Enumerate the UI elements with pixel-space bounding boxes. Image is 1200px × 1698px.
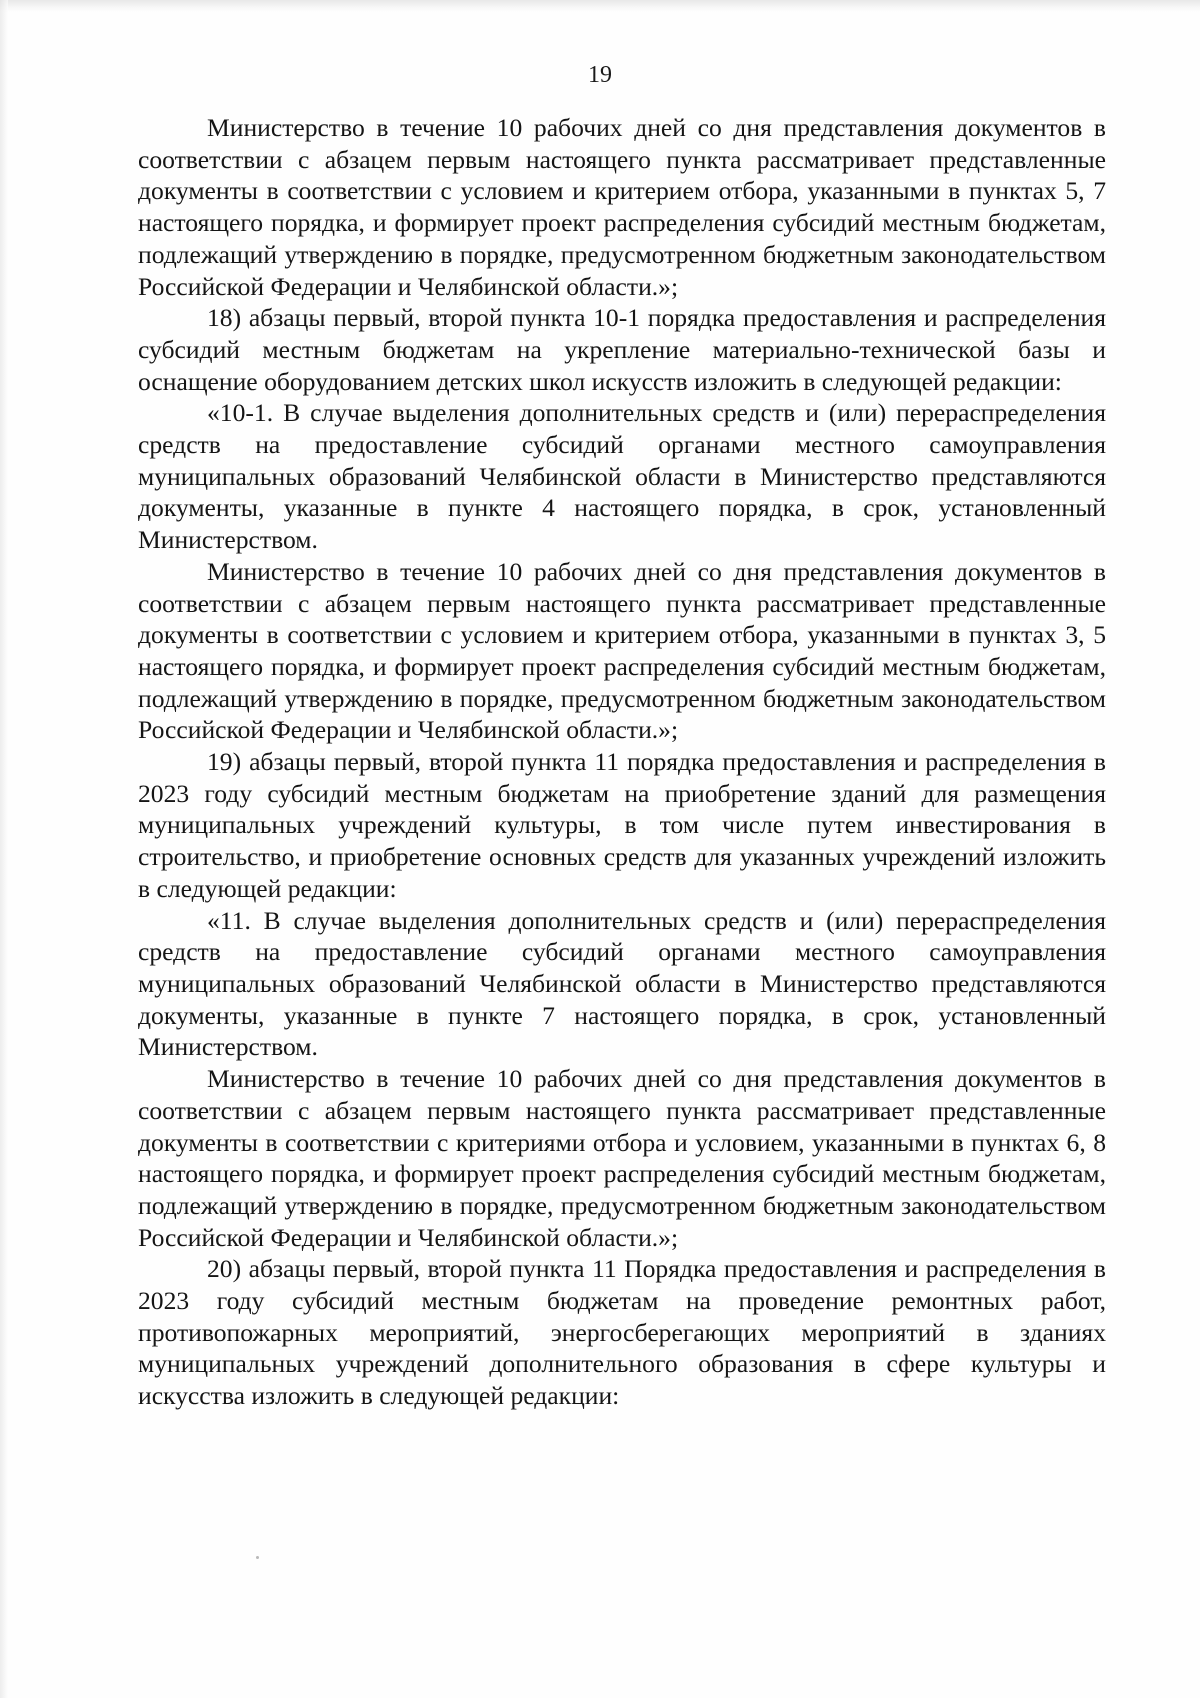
paragraph-item-18: 18) абзацы первый, второй пункта 10-1 порядка предоставления и распределения субсидий местным бюджетам на укрепление материально-технической базы и оснащение оборудованием детских школ искусств изложить в следующей редакции:: [138, 303, 1106, 396]
scan-edge-left: [0, 0, 8, 1698]
paragraph-ministry-review-2: Министерство в течение 10 рабочих дней со дня представления документов в соответствии с абзацем первым настоящего пункта рассматривает представленные документы в соответствии с условием и критерием отбора, указанными в пунктах 3, 5 настоящего порядка, и формирует проект распределения субсидий местным бюджетам, подлежащий утверждению в порядке, предусмотренном бюджетным законодательством Российской Федерации и Челябинской области.»;: [138, 556, 1106, 745]
paragraph-clause-11: «11. В случае выделения дополнительных средств и (или) перераспределения средств на предоставление субсидий органами местного самоуправления муниципальных образований Челябинской области в Министерство представляются документы, указанные в пункте 7 настоящего порядка, в срок, установленный Министерством.: [138, 905, 1106, 1062]
paragraph-ministry-review-1: Министерство в течение 10 рабочих дней со дня представления документов в соответствии с абзацем первым настоящего пункта рассматривает представленные документы в соответствии с условием и критерием отбора, указанными в пунктах 5, 7 настоящего порядка, и формирует проект распределения субсидий местным бюджетам, подлежащий утверждению в порядке, предусмотренном бюджетным законодательством Российской Федерации и Челябинской области.»;: [138, 113, 1106, 301]
page-number: 19: [588, 62, 612, 88]
document-body: [138, 112, 1106, 1412]
scan-edge-top: [0, 0, 1200, 12]
paragraph-clause-10-1: «10-1. В случае выделения дополнительных средств и (или) перераспределения средств на предоставление субсидий органами местного самоуправления муниципальных образований Челябинской области в Министерство представляются документы, указанные в пункте 4 настоящего порядка, в срок, установленный Министерством.: [138, 398, 1106, 555]
paragraph-item-19: 19) абзацы первый, второй пункта 11 порядка предоставления и распределения в 2023 году субсидий местным бюджетам на приобретение зданий для размещения муниципальных учреждений культуры, в том числе путем инвестирования в строительство, и приобретение основных средств для указанных учреждений изложить в следующей редакции:: [138, 747, 1106, 903]
scan-speck: [256, 1556, 259, 1559]
paragraph-ministry-review-3: Министерство в течение 10 рабочих дней со дня представления документов в соответствии с абзацем первым настоящего пункта рассматривает представленные документы в соответствии с критериями отбора и условием, указанными в пунктах 6, 8 настоящего порядка, и формирует проект распределения субсидий местным бюджетам, подлежащий утверждению в порядке, предусмотренном бюджетным законодательством Российской Федерации и Челябинской области.»;: [138, 1064, 1106, 1252]
paragraph-item-20: 20) абзацы первый, второй пункта 11 Порядка предоставления и распределения в 2023 году субсидий местным бюджетам на проведение ремонтных работ, противопожарных мероприятий, энергосберегающих мероприятий в зданиях муниципальных учреждений дополнительного образования в сфере культуры и искусства изложить в следующей редакции:: [138, 1254, 1106, 1411]
